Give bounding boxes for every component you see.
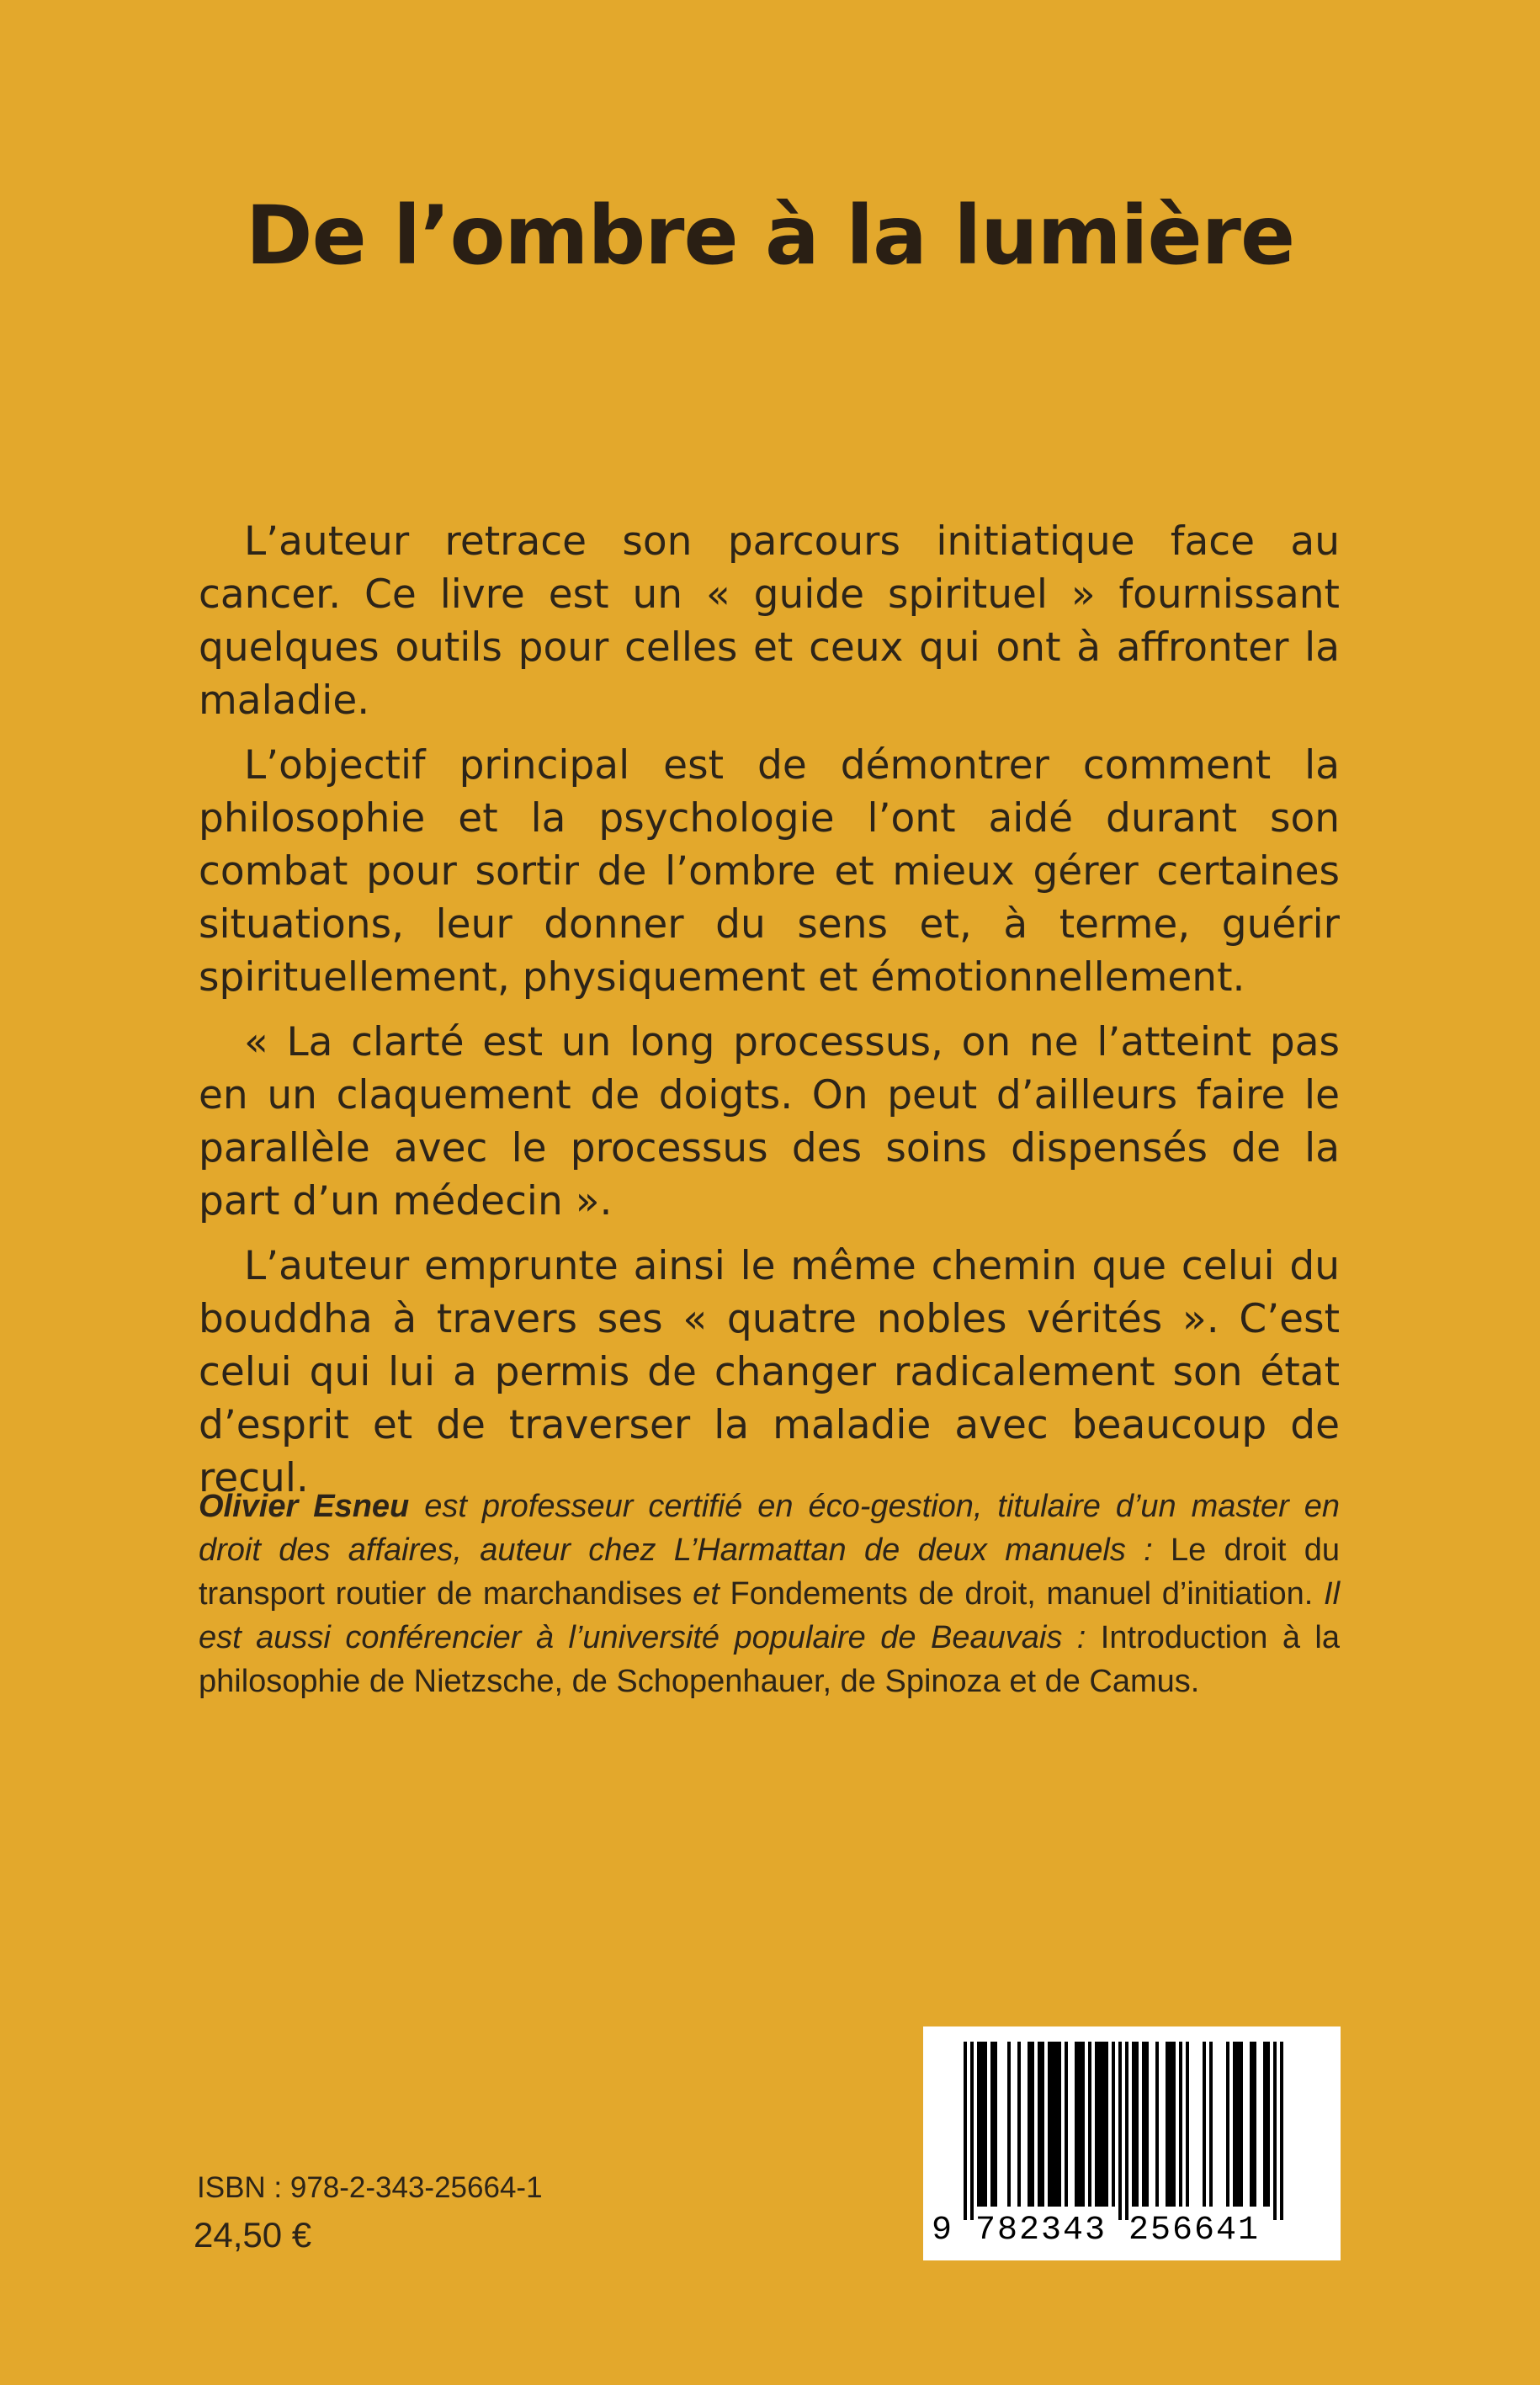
barcode-bar (1081, 2042, 1085, 2207)
barcode-bar (1179, 2042, 1182, 2207)
summary-paragraph: L’objectif principal est de démontrer comment la philosophie et la psychologie l’ont aidé durant son combat pour sortir de l’ombre et mieux gérer certaines situations, leur donner du sens et, à terme, guérir spirituellement, physiquement et émotionnellement. (199, 742, 1340, 1001)
barcode-bar (1041, 2042, 1044, 2207)
barcode-bar (1051, 2042, 1054, 2207)
bio-work-title: Introduction à la philosophie de Nietzsche, de Schopenhauer, de Spinoza et de Camus. (199, 1620, 1340, 1699)
barcode-bar (1233, 2042, 1236, 2207)
barcode-bar (984, 2042, 987, 2207)
barcode-bar (1250, 2042, 1253, 2207)
barcode-bar (1058, 2042, 1061, 2207)
barcode-bar (1065, 2042, 1068, 2207)
bio-work-title: Fondements de droit, manuel d’initiation. (730, 1576, 1314, 1612)
barcode-bar (1169, 2042, 1172, 2207)
barcode-bar (1098, 2042, 1102, 2207)
summary-paragraph: L’auteur retrace son parcours initiatique face au cancer. Ce livre est un « guide spirituel » fournissant quelques outils pour celles et ceux qui ont à affronter la maladie. (199, 518, 1340, 724)
barcode-bar (1203, 2042, 1206, 2207)
barcode-bar (1280, 2042, 1283, 2220)
barcode-bar (1267, 2042, 1270, 2207)
bio-work-title: Le droit du transport routier de marchandises (199, 1532, 1340, 1612)
barcode-bar (1166, 2042, 1169, 2207)
barcode-bar (1075, 2042, 1078, 2207)
bio-text: est professeur certifié en éco-gestion, titulaire d’un master en droit des affaires, auteur chez L’Harmattan de deux manuels : (199, 1489, 1340, 1568)
barcode-bar (994, 2042, 997, 2207)
barcode (923, 2026, 1341, 2260)
barcode-bar (1118, 2042, 1122, 2220)
barcode-bar (1031, 2042, 1034, 2207)
barcode-bar (1209, 2042, 1213, 2207)
barcode-bar (1007, 2042, 1011, 2207)
barcode-bar (1105, 2042, 1108, 2207)
summary-paragraph: L’auteur emprunte ainsi le même chemin que celui du bouddha à travers ses « quatre nobles vérités ». C’est celui qui lui a permis de changer radicalement son état d’esprit et de traverser la maladie avec beaucoup de recul. (199, 1243, 1340, 1501)
barcode-bar (1273, 2042, 1277, 2220)
summary-paragraph: « La clarté est un long processus, on ne l’atteint pas en un claquement de doigts. On peut d’ailleurs faire le parallèle avec le processus des soins dispensés de la part d’un médecin ». (199, 1019, 1340, 1224)
barcode-bar (1263, 2042, 1267, 2207)
author-name: Olivier Esneu (199, 1489, 410, 1524)
author-bio (199, 1485, 1340, 1703)
barcode-bar (1142, 2042, 1145, 2207)
barcode-bar (977, 2042, 980, 2207)
barcode-bar (1078, 2042, 1081, 2207)
barcode-bar (1095, 2042, 1098, 2207)
barcode-bar (1125, 2042, 1128, 2220)
barcode-bar (1145, 2042, 1149, 2207)
barcode-bar (1088, 2042, 1091, 2207)
barcode-bar (1017, 2042, 1021, 2207)
barcode-digits: 9 782343 256641 (932, 2212, 1261, 2250)
barcode-bar (1135, 2042, 1139, 2207)
barcode-bar (980, 2042, 984, 2207)
barcode-bar (970, 2042, 974, 2220)
barcode-bar (1172, 2042, 1176, 2207)
barcode-bar (1240, 2042, 1243, 2207)
barcode-bar (1112, 2042, 1115, 2207)
barcode-bar (1132, 2042, 1135, 2207)
barcode-bar (1155, 2042, 1159, 2207)
barcode-bar (1028, 2042, 1031, 2207)
bio-text: Il est aussi conférencier à l’université populaire de Beauvais : (199, 1576, 1341, 1655)
barcode-bar (964, 2042, 967, 2220)
barcode-bar (1186, 2042, 1189, 2207)
barcode-bar (1102, 2042, 1105, 2207)
barcode-bar (1236, 2042, 1240, 2207)
bio-text: et (682, 1576, 730, 1612)
isbn-label: ISBN : 978-2-343-25664-1 (197, 2171, 543, 2204)
barcode-bar (1253, 2042, 1256, 2207)
barcode-bar (1038, 2042, 1041, 2207)
barcode-bar (1048, 2042, 1051, 2207)
summary-text (199, 515, 1340, 1517)
barcode-bar (990, 2042, 994, 2207)
barcode-bars (923, 2026, 1341, 2220)
barcode-bar (1226, 2042, 1229, 2207)
price-label: 24,50 € (194, 2215, 312, 2255)
book-title: De l’ombre à la lumière (245, 189, 1295, 283)
barcode-bar (1054, 2042, 1058, 2207)
